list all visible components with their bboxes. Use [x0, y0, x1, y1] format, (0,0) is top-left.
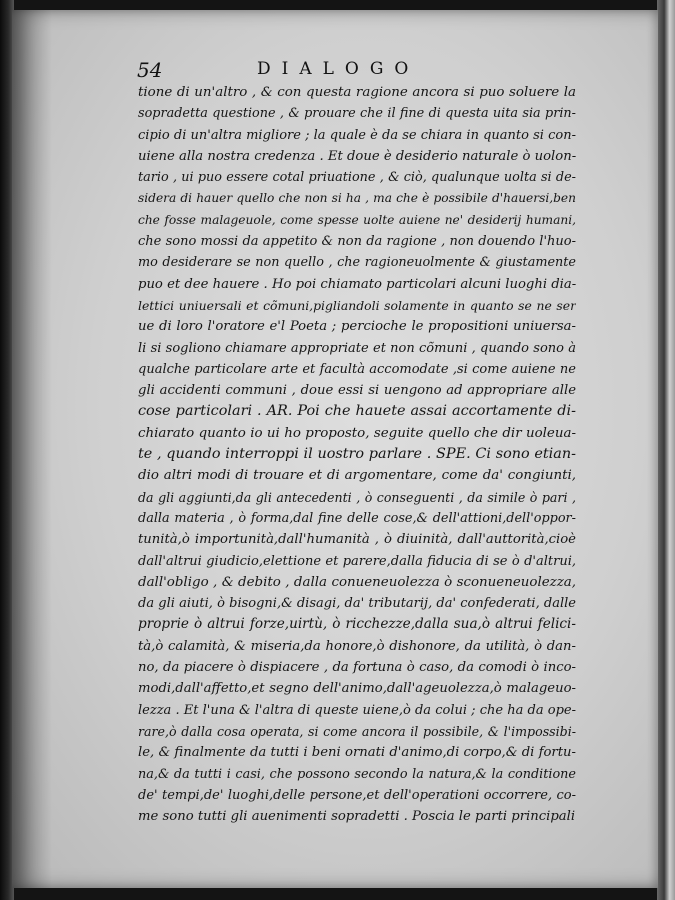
text-line: puo et dee hauere . Ho poi chiamato particolari alcuni luoghi dia- [138, 276, 576, 292]
text-line: li si sogliono chiamare appropriate et non cõmuni , quando sono à [138, 340, 576, 356]
text-line: tario , ui puo essere cotal priuatione , & ciò, qualunque uolta si de- [138, 170, 576, 186]
text-line: tà,ò calamità, & miseria,da honore,ò dishonore, da utilità, ò dan- [138, 638, 576, 654]
text-line: no, da piacere ò dispiacere , da fortuna ò caso, da comodi ò inco- [138, 660, 576, 676]
text-line: qualche particolare arte et facultà accomodate ,si come auiene ne [138, 361, 576, 377]
text-line: gli accidenti communi , doue essi si uengono ad appropriare alle [138, 383, 576, 399]
text-line: lezza . Et l'una & l'altra di queste uiene,ò da colui ; che ha da ope- [138, 702, 576, 718]
text-line: cose particolari . AR. Poi che hauete assai accortamente di- [138, 403, 576, 420]
text-line: dio altri modi di trouare et di argomentare, come da' congiunti, [138, 468, 576, 484]
next-leaf-edge [657, 0, 675, 900]
body-text [138, 82, 576, 827]
text-line: mo desiderare se non quello , che ragioneuolmente & giustamente [138, 255, 576, 271]
text-line: da gli aggiunti,da gli antecedenti , ò conseguenti , da simile ò pari , [138, 489, 576, 505]
page-number: 54 [137, 58, 163, 82]
text-line: da gli aiuti, ò bisogni,& disagi, da' tributarij, da' confederati, dalle [138, 596, 576, 612]
running-head [137, 58, 442, 84]
text-line: lettici uniuersali et cõmuni,pigliandoli solamente in quanto se ne ser [138, 297, 576, 313]
text-line: ue di loro l'oratore e'l Poeta ; percioche le propositioni uniuersa- [138, 319, 576, 335]
text-line: modi,dall'affetto,et segno dell'animo,dall'ageuolezza,ò malageuo- [138, 681, 576, 697]
text-line: sidera di hauer quello che non si ha , ma che è possibile d'hauersi,ben [138, 191, 576, 206]
running-title: DIALOGO [257, 59, 420, 79]
text-line: uiene alla nostra credenza . Et doue è desiderio naturale ò uolon- [138, 148, 576, 164]
text-line: le, & finalmente da tutti i beni ornati d'animo,di corpo,& di fortu- [138, 745, 576, 761]
text-line: dalla materia , ò forma,dal fine delle cose,& dell'attioni,dell'oppor- [138, 510, 576, 526]
text-line: tunità,ò importunità,dall'humanità , ò diuinità, dall'auttorità,cioè [138, 532, 576, 548]
text-line: me sono tutti gli auenimenti sopradetti . Poscia le parti principali [138, 809, 576, 825]
text-line: na,& da tutti i casi, che possono secondo la natura,& la conditione [138, 766, 576, 782]
text-line: dall'obligo , & debito , dalla conueneuolezza ò sconueneuolezza, [138, 574, 576, 590]
text-line: che sono mossi da appetito & non da ragione , non douendo l'huo- [138, 234, 576, 250]
text-line: sopradetta questione , & prouare che il fine di questa uita sia prin- [138, 106, 576, 122]
text-line: che fosse malageuole, come spesse uolte auiene ne' desiderij humani, [138, 212, 576, 227]
text-line: chiarato quanto io ui ho proposto, seguite quello che dir uoleua- [138, 425, 576, 441]
text-line: proprie ò altrui forze,uirtù, ò ricchezze,dalla sua,ò altrui felici- [138, 616, 576, 633]
text-line: de' tempi,de' luoghi,delle persone,et dell'operationi occorrere, co- [138, 787, 576, 803]
text-line: rare,ò dalla cosa operata, si come ancora il possibile, & l'impossibi- [138, 723, 576, 739]
text-line: cipio di un'altra migliore ; la quale è da se chiara in quanto si con- [138, 127, 576, 143]
text-line: dall'altrui giudicio,elettione et parere,dalla fiducia di se ò d'altrui, [138, 553, 576, 569]
text-line: tione di un'altro , & con questa ragione ancora si puo soluere la [138, 85, 576, 100]
text-line: te , quando interroppi il uostro parlare . SPE. Ci sono etian- [138, 446, 576, 463]
